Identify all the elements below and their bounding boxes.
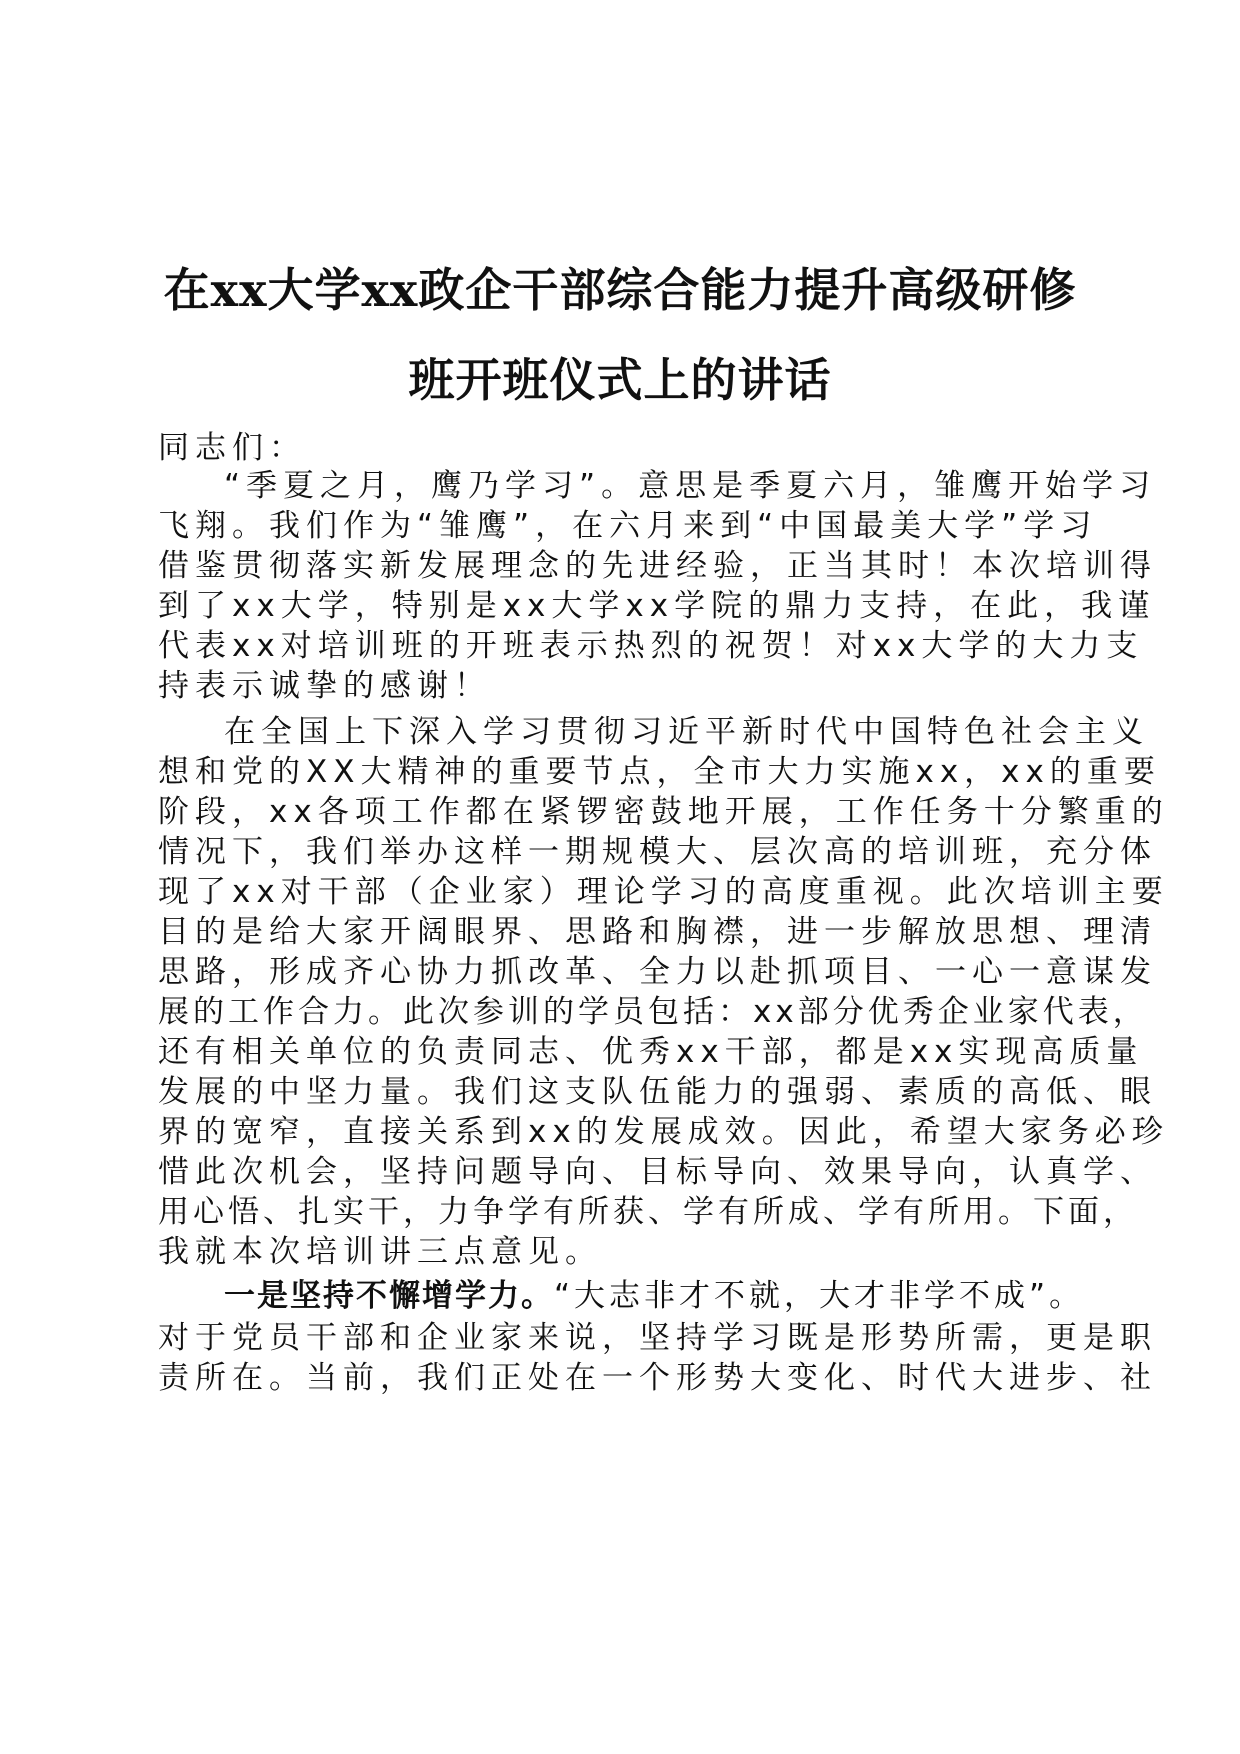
paragraph-2-line: 展的工作合力。此次参训的学员包括：xx部分优秀企业家代表， — [158, 994, 1148, 1030]
paragraph-3-line: 对于党员干部和企业家来说，坚持学习既是形势所需，更是职 — [158, 1320, 1157, 1356]
paragraph-2-line: 阶段，xx各项工作都在紧锣密鼓地开展，工作任务十分繁重的 — [158, 794, 1169, 830]
paragraph-3-first-line — [224, 1276, 1085, 1316]
paragraph-2-line: 想和党的XX大精神的重要节点，全市大力实施xx，xx的重要 — [158, 754, 1161, 790]
document-title-line-1: 在xx大学xx政企干部综合能力提升高级研修 — [163, 263, 1077, 317]
paragraph-2-line: 我就本次培训讲三点意见。 — [158, 1234, 602, 1270]
paragraph-3-line: 责所在。当前，我们正处在一个形势大变化、时代大进步、社 — [158, 1360, 1157, 1396]
paragraph-2-line: 目的是给大家开阔眼界、思路和胸襟，进一步解放思想、理清 — [158, 914, 1157, 950]
paragraph-1-line: 到了xx大学，特别是xx大学xx学院的鼎力支持，在此，我谨 — [158, 588, 1156, 624]
paragraph-1-line: 代表xx对培训班的开班表示热烈的祝贺！对xx大学的大力支 — [158, 628, 1144, 664]
paragraph-2-line: 用心悟、扎实干，力争学有所获、学有所成、学有所用。下面， — [158, 1194, 1138, 1230]
paragraph-3-quote: “大志非才不就，大才非学不成”。 — [554, 1278, 1085, 1314]
paragraph-2-line: 思路，形成齐心协力抓改革、全力以赴抓项目、一心一意谋发 — [158, 954, 1157, 990]
paragraph-2-line: 界的宽窄，直接关系到xx的发展成效。因此，希望大家务必珍 — [158, 1114, 1169, 1150]
paragraph-2-line: 现了xx对干部（企业家）理论学习的高度重视。此次培训主要 — [158, 874, 1169, 910]
paragraph-2-line: 还有相关单位的负责同志、优秀xx干部，都是xx实现高质量 — [158, 1034, 1144, 1070]
paragraph-2-line: 情况下，我们举办这样一期规模大、层次高的培训班，充分体 — [158, 834, 1157, 870]
document-title-line-2: 班开班仪式上的讲话 — [408, 353, 832, 407]
paragraph-1-line: 借鉴贯彻落实新发展理念的先进经验，正当其时！本次培训得 — [158, 548, 1157, 584]
paragraph-2-line: 惜此次机会，坚持问题导向、目标导向、效果导向，认真学、 — [158, 1154, 1157, 1190]
paragraph-1-line: “季夏之月，鹰乃学习”。意思是季夏六月，雏鹰开始学习 — [224, 468, 1157, 504]
salutation: 同志们： — [158, 430, 306, 466]
paragraph-2-line: 发展的中坚力量。我们这支队伍能力的强弱、素质的高低、眼 — [158, 1074, 1157, 1110]
section-heading-1: 一是坚持不懈增学力。 — [224, 1278, 554, 1314]
paragraph-1-line: 飞翔。我们作为“雏鹰”，在六月来到“中国最美大学”学习 — [158, 508, 1098, 544]
paragraph-1-line: 持表示诚挚的感谢！ — [158, 668, 491, 704]
paragraph-2-line: 在全国上下深入学习贯彻习近平新时代中国特色社会主义 — [224, 714, 1149, 750]
